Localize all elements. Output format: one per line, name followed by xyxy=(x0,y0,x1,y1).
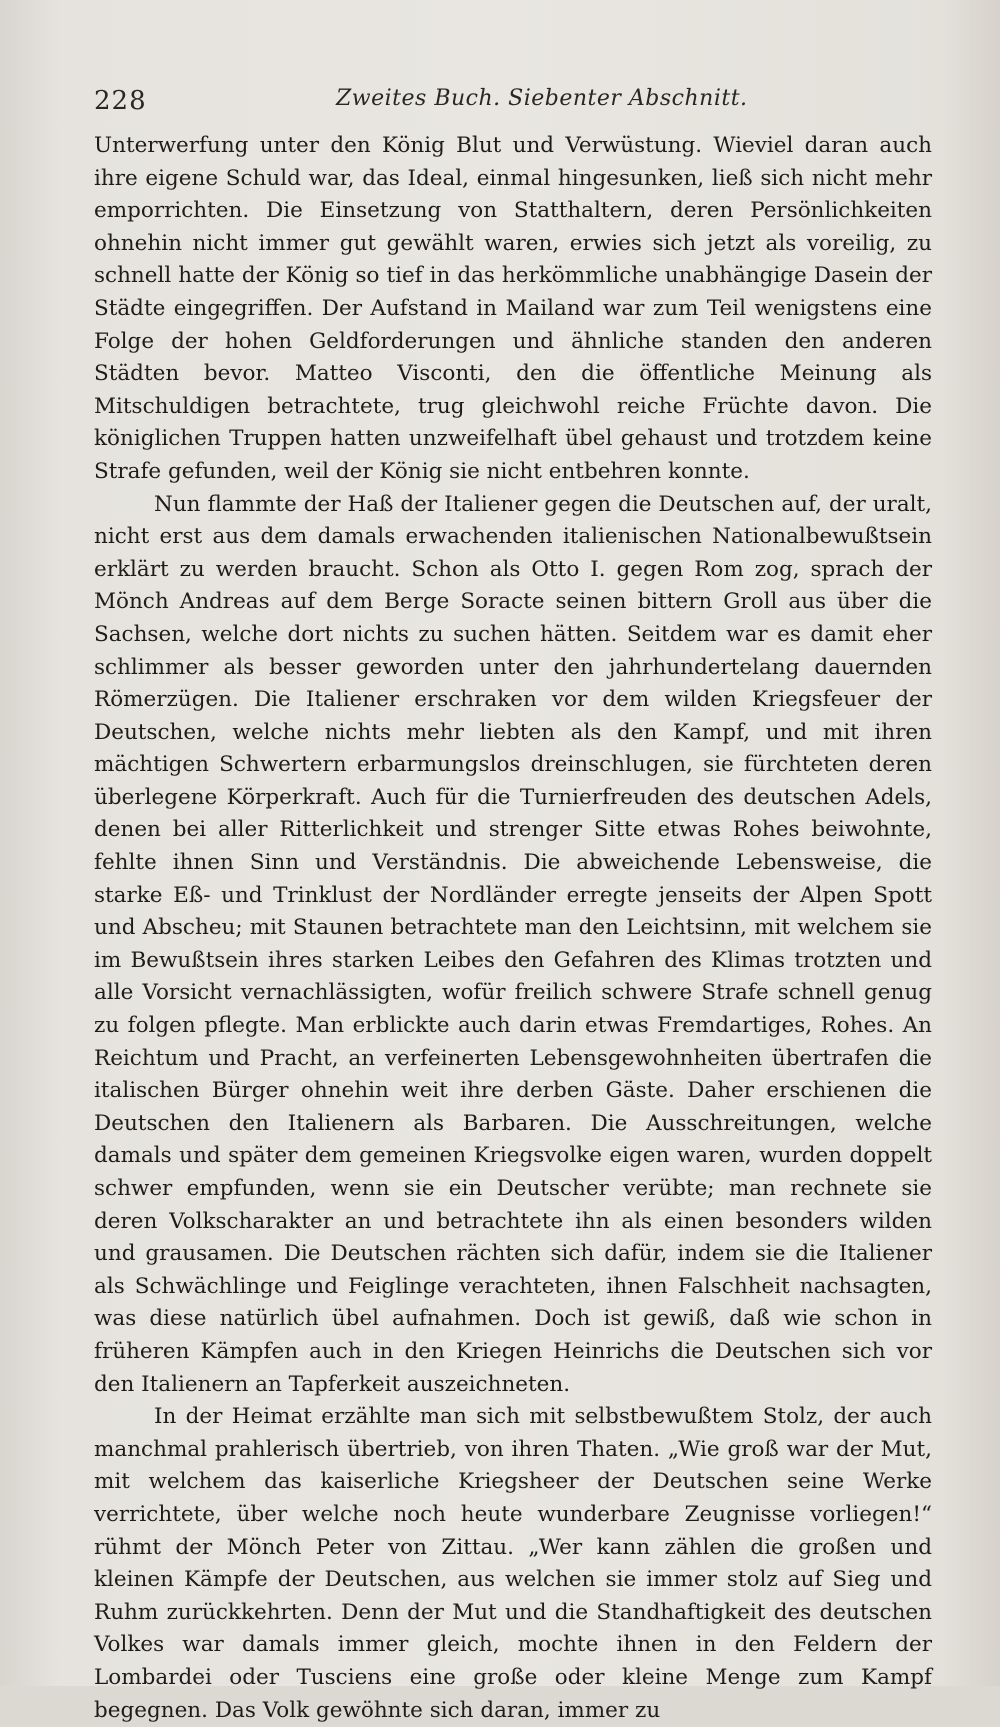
paragraph-1: Unterwerfung unter den König Blut und Verwüstung. Wieviel daran auch ihre eigene Schuld war, das Ideal, einmal hingesunken, ließ sich nicht mehr emporrichten. Die Einsetzung von Statthaltern, deren Persönlichkeiten ohnehin nicht immer gut gewählt waren, erwies sich jetzt als voreilig, zu schnell hatte der König so tief in das herkömmliche unabhängige Dasein der Städte eingegriffen. Der Aufstand in Mailand war zum Teil wenigstens eine Folge der hohen Geldforderungen und ähnliche standen den anderen Städten bevor. Matteo Visconti, den die öffentliche Meinung als Mitschuldigen betrachtete, trug gleichwohl reiche Früchte davon. Die königlichen Truppen hatten unzweifelhaft übel gehaust und trotzdem keine Strafe gefunden, weil der König sie nicht entbehren konnte. xyxy=(94,133,932,484)
page-number: 228 xyxy=(94,86,147,116)
body-text xyxy=(94,130,932,1727)
paragraph-2: Nun flammte der Haß der Italiener gegen die Deutschen auf, der uralt, nicht erst aus dem damals erwachenden italienischen Nationalbewußtsein erklärt zu werden braucht. Schon als Otto I. gegen Rom zog, sprach der Mönch Andreas auf dem Berge Soracte seinen bittern Groll aus über die Sachsen, welche dort nichts zu suchen hätten. Seitdem war es damit eher schlimmer als besser geworden unter den jahrhundertelang dauernden Römerzügen. Die Italiener erschraken vor dem wilden Kriegsfeuer der Deutschen, welche nichts mehr liebten als den Kampf, und mit ihren mächtigen Schwertern erbarmungslos dreinschlugen, sie fürchteten deren überlegene Körperkraft. Auch für die Turnierfreuden des deutschen Adels, denen bei aller Ritterlichkeit und strenger Sitte etwas Rohes beiwohnte, fehlte ihnen Sinn und Verständnis. Die abweichende Lebensweise, die starke Eß- und Trinklust der Nordländer erregte jenseits der Alpen Spott und Abscheu; mit Staunen betrachtete man den Leichtsinn, mit welchem sie im Bewußtsein ihres starken Leibes den Gefahren des Klimas trotzten und alle Vorsicht vernachlässigten, wofür freilich schwere Strafe schnell genug zu folgen pflegte. Man erblickte auch darin etwas Fremdartiges, Rohes. An Reichtum und Pracht, an verfeinerten Lebensgewohnheiten übertrafen die italischen Bürger ohnehin weit ihre derben Gäste. Daher erschienen die Deutschen den Italienern als Barbaren. Die Ausschreitungen, welche damals und später dem gemeinen Kriegsvolke eigen waren, wurden doppelt schwer empfunden, wenn sie ein Deutscher verübte; man rechnete sie deren Volkscharakter an und betrachtete ihn als einen besonders wilden und grausamen. Die Deutschen rächten sich dafür, indem sie die Italiener als Schwächlinge und Feiglinge verachteten, ihnen Falschheit nachsagten, was diese natürlich übel aufnahmen. Doch ist gewiß, daß wie schon in früheren Kämpfen auch in den Kriegen Heinrichs die Deutschen sich vor den Italienern an Tapferkeit auszeichneten. xyxy=(94,491,932,1397)
paragraph-3: In der Heimat erzählte man sich mit selbstbewußtem Stolz, der auch manchmal prahlerisch übertrieb, von ihren Thaten. „Wie groß war der Mut, mit welchem das kaiserliche Kriegsheer der Deutschen seine Werke verrichtete, über welche noch heute wunderbare Zeugnisse vorliegen!“ rühmt der Mönch Peter von Zittau. „Wer kann zählen die großen und kleinen Kämpfe der Deutschen, aus welchen sie immer stolz auf Sieg und Ruhm zurückkehrten. Denn der Mut und die Standhaftigkeit des deutschen Volkes war damals immer gleich, mochte ihnen in den Feldern der Lombardei oder Tusciens eine große oder kleine Menge zum Kampf begegnen. Das Volk gewöhnte sich daran, immer zu xyxy=(94,1404,932,1723)
running-head: Zweites Buch. Siebenter Abschnitt. xyxy=(336,86,748,111)
page-header xyxy=(94,80,940,120)
